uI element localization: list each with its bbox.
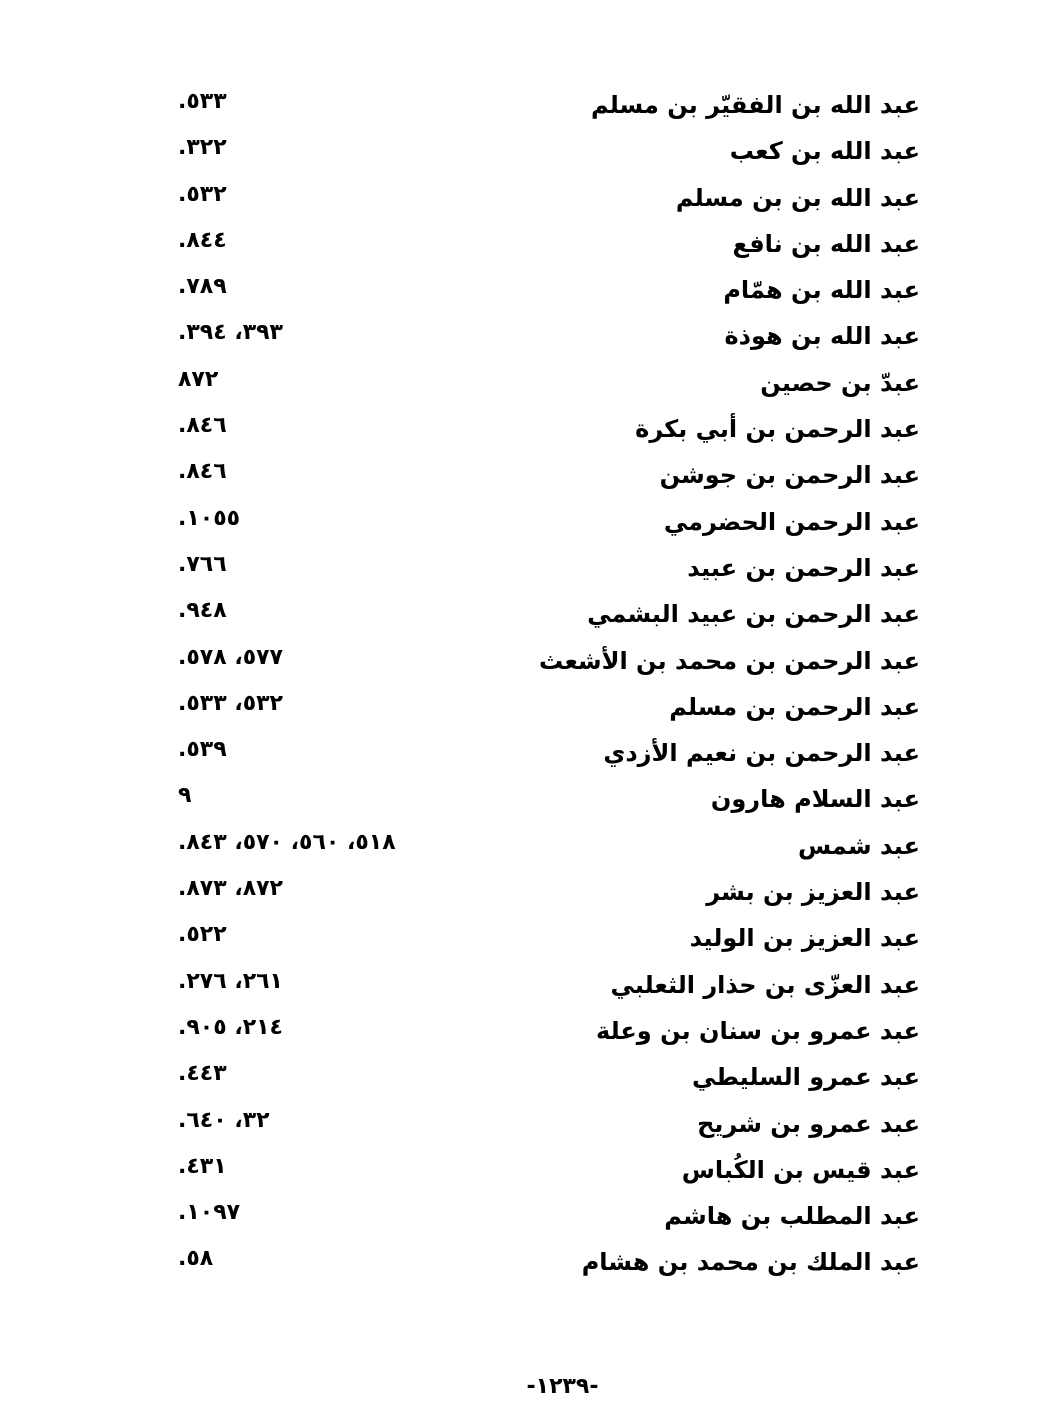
index-entry [150, 406, 930, 452]
entry-name: عبد الله بن نافع [732, 229, 920, 258]
entry-page-refs: ٧٦٦. [178, 551, 227, 577]
entry-page-refs: ٩ [178, 783, 192, 809]
index-entry [150, 823, 930, 869]
index-entry [150, 776, 930, 822]
entry-name: عبد المطلب بن هاشم [664, 1202, 920, 1231]
entry-name: عبد العزيز بن بشر [706, 878, 920, 907]
entry-name: عبد السلام هارون [710, 785, 920, 814]
entry-name: عبد الله بن همّام [723, 276, 920, 305]
index-entry [150, 360, 930, 406]
index-entry [150, 1239, 930, 1285]
entry-page-refs: ٣٢٢. [178, 135, 227, 161]
index-entry [150, 1101, 930, 1147]
entry-name: عبد الرحمن بن محمد بن الأشعث [539, 646, 920, 675]
entry-name: عبد الله بن كعب [729, 137, 920, 166]
index-entry [150, 175, 930, 221]
entry-name: عبدّ بن حصين [760, 368, 920, 397]
entry-name: عبد الله بن هوذة [724, 322, 920, 351]
entry-page-refs: ٧٨٩. [178, 274, 227, 300]
entry-page-refs: ٥١٨، ٥٦٠، ٥٧٠، ٨٤٣. [178, 829, 396, 855]
index-entry [150, 591, 930, 637]
entry-page-refs: ٨٤٦. [178, 459, 227, 485]
index-entry [150, 82, 930, 128]
entry-name: عبد شمس [797, 831, 920, 860]
index-entry [150, 1008, 930, 1054]
entry-name: عبد الرحمن الحضرمي [663, 507, 920, 536]
entry-page-refs: ٤٤٣. [178, 1061, 227, 1087]
entry-page-refs: ٥٣٢. [178, 181, 227, 207]
entry-page-refs: ٨٧٢، ٨٧٣. [178, 876, 283, 902]
entry-name: عبد الله بن الفقيّر بن مسلم [590, 91, 920, 119]
entry-name: عبد الرحمن بن نعيم الأزدي [603, 739, 920, 768]
index-entry [150, 1054, 930, 1100]
entry-name: عبد عمرو بن شريح [697, 1109, 920, 1138]
entry-page-refs: ٥٣٣. [178, 89, 227, 114]
entry-page-refs: ٨٧٢ [178, 366, 219, 392]
entry-page-refs: ٥٣٩. [178, 737, 227, 763]
entry-page-refs: ٥٧٧، ٥٧٨. [178, 644, 283, 670]
index-entry [150, 128, 930, 174]
entry-name: عبد الله بن بن مسلم [675, 183, 920, 212]
index-entry [150, 452, 930, 498]
entry-page-refs: ٥٨. [178, 1246, 214, 1272]
entry-page-refs: ٤٣١. [178, 1153, 227, 1179]
entry-page-refs: ٨٤٦. [178, 413, 227, 439]
index-entry [150, 730, 930, 776]
entry-page-refs: ٥٣٢، ٥٣٣. [178, 690, 283, 716]
entry-name: عبد الملك بن محمد بن هشام [581, 1248, 920, 1277]
index-entry [150, 1193, 930, 1239]
entry-page-refs: ٢١٤، ٩٠٥. [178, 1014, 283, 1040]
entry-name: عبد الرحمن بن أبي بكرة [635, 415, 920, 444]
entry-name: عبد العزيز بن الوليد [689, 924, 920, 953]
entry-page-refs: ٢٦١، ٢٧٦. [178, 968, 283, 994]
entry-name: عبد الرحمن بن عبيد [687, 553, 920, 582]
entry-name: عبد العزّى بن حذار الثعلبي [610, 970, 920, 999]
entry-name: عبد الرحمن بن جوشن [659, 461, 920, 490]
entry-name: عبد عمرو بن سنان بن وعلة [596, 1016, 920, 1045]
index-entry [150, 869, 930, 915]
index-entry [150, 221, 930, 267]
entry-page-refs: ٣٩٣، ٣٩٤. [178, 320, 283, 346]
entry-page-refs: ٣٢، ٦٤٠. [178, 1107, 270, 1133]
index-entry [150, 545, 930, 591]
entry-page-refs: ٩٤٨. [178, 598, 227, 624]
index-entry [150, 499, 930, 545]
entry-name: عبد عمرو السليطي [691, 1063, 920, 1092]
name-index-list [150, 82, 930, 1286]
entry-name: عبد قيس بن الكُباس [681, 1155, 920, 1184]
entry-page-refs: ٨٤٤. [178, 227, 227, 253]
entry-page-refs: ١٠٥٥. [178, 505, 241, 531]
index-entry [150, 915, 930, 961]
entry-name: عبد الرحمن بن عبيد البشمي [587, 600, 920, 629]
index-entry [150, 267, 930, 313]
index-entry [150, 638, 930, 684]
entry-page-refs: ١٠٩٧. [178, 1200, 241, 1226]
index-entry [150, 962, 930, 1008]
entry-page-refs: ٥٢٢. [178, 922, 227, 948]
index-entry [150, 1147, 930, 1193]
index-entry [150, 313, 930, 359]
page-number: -١٢٣٩- [526, 1374, 599, 1399]
index-entry [150, 684, 930, 730]
entry-name: عبد الرحمن بن مسلم [669, 692, 920, 721]
